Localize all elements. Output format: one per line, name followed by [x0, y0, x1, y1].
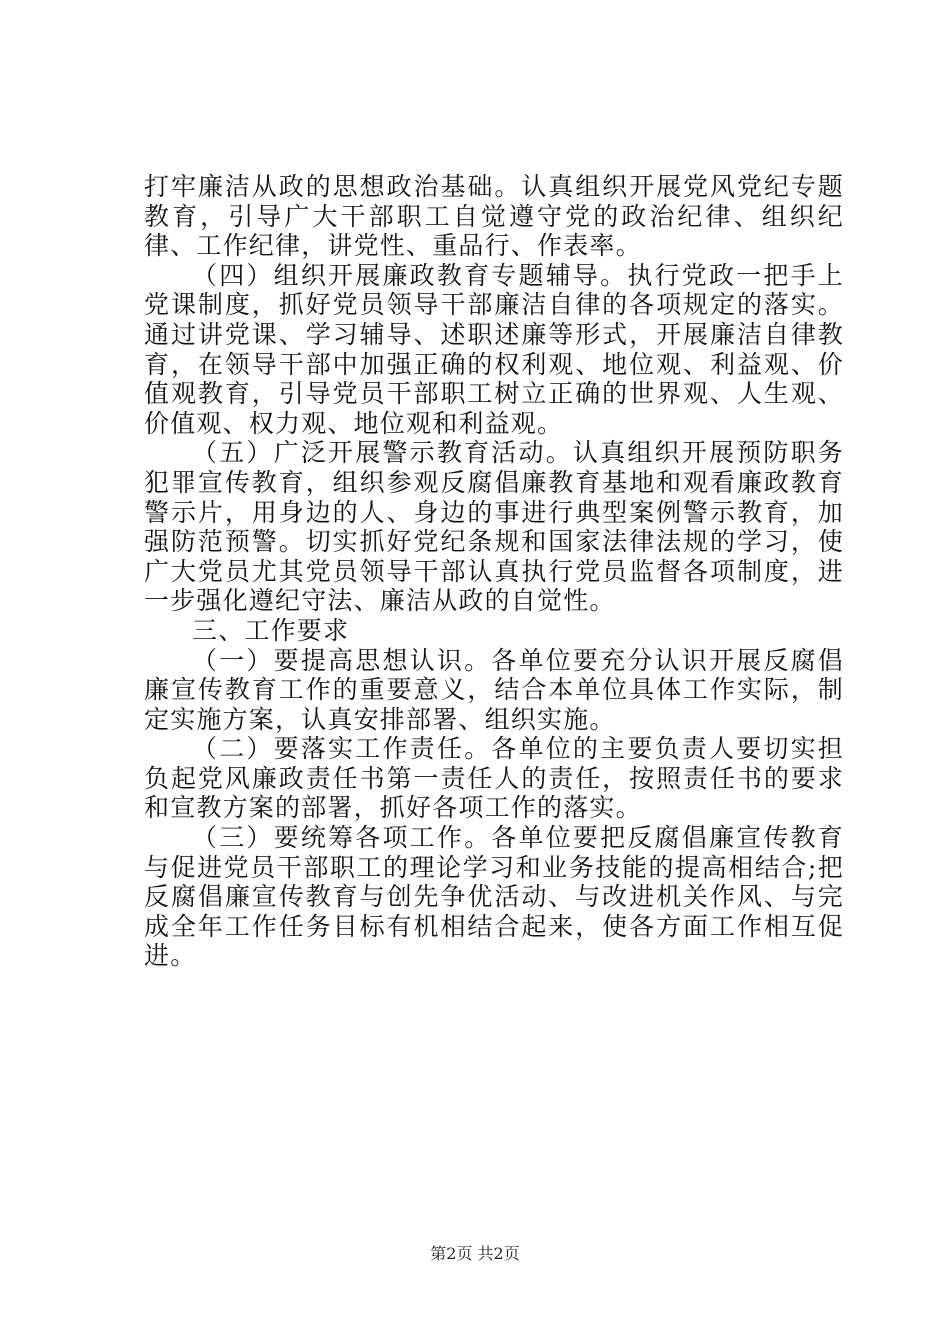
- document-body: [144, 172, 844, 971]
- paragraph-item-five: （五）广泛开展警示教育活动。认真组织开展预防职务犯罪宣传教育，组织参观反腐倡廉教育基地和观看廉政教育警示片，用身边的人、身边的事进行典型案例警示教育，加强防范预警。切实抓好党纪条规和国家法律法规的学习，使广大党员尤其党员领导干部认真执行党员监督各项制度，进一步强化遵纪守法、廉洁从政的自觉性。: [144, 438, 844, 616]
- paragraph-item-four: （四）组织开展廉政教育专题辅导。执行党政一把手上党课制度，抓好党员领导干部廉洁自律的各项规定的落实。通过讲党课、学习辅导、述职述廉等形式，开展廉洁自律教育，在领导干部中加强正确的权利观、地位观、利益观、价值观教育，引导党员干部职工树立正确的世界观、人生观、价值观、权力观、地位观和利益观。: [144, 260, 844, 438]
- paragraph-continuation: 打牢廉洁从政的思想政治基础。认真组织开展党风党纪专题教育，引导广大干部职工自觉遵守党的政治纪律、组织纪律、工作纪律，讲党性、重品行、作表率。: [144, 172, 844, 261]
- paragraph-requirement-three: （三）要统筹各项工作。各单位要把反腐倡廉宣传教育与促进党员干部职工的理论学习和业务技能的提高相结合;把反腐倡廉宣传教育与创先争优活动、与改进机关作风、与完成全年工作任务目标有机相结合起来，使各方面工作相互促进。: [144, 823, 844, 971]
- page-footer: 第2页 共2页: [430, 1244, 520, 1263]
- section-heading-work-requirements: 三、工作要求: [192, 615, 350, 645]
- paragraph-requirement-two: （二）要落实工作责任。各单位的主要负责人要切实担负起党风廉政责任书第一责任人的责任，按照责任书的要求和宣教方案的部署，抓好各项工作的落实。: [144, 734, 844, 823]
- paragraph-requirement-one: （一）要提高思想认识。各单位要充分认识开展反腐倡廉宣传教育工作的重要意义，结合本单位具体工作实际，制定实施方案，认真安排部署、组织实施。: [144, 645, 844, 734]
